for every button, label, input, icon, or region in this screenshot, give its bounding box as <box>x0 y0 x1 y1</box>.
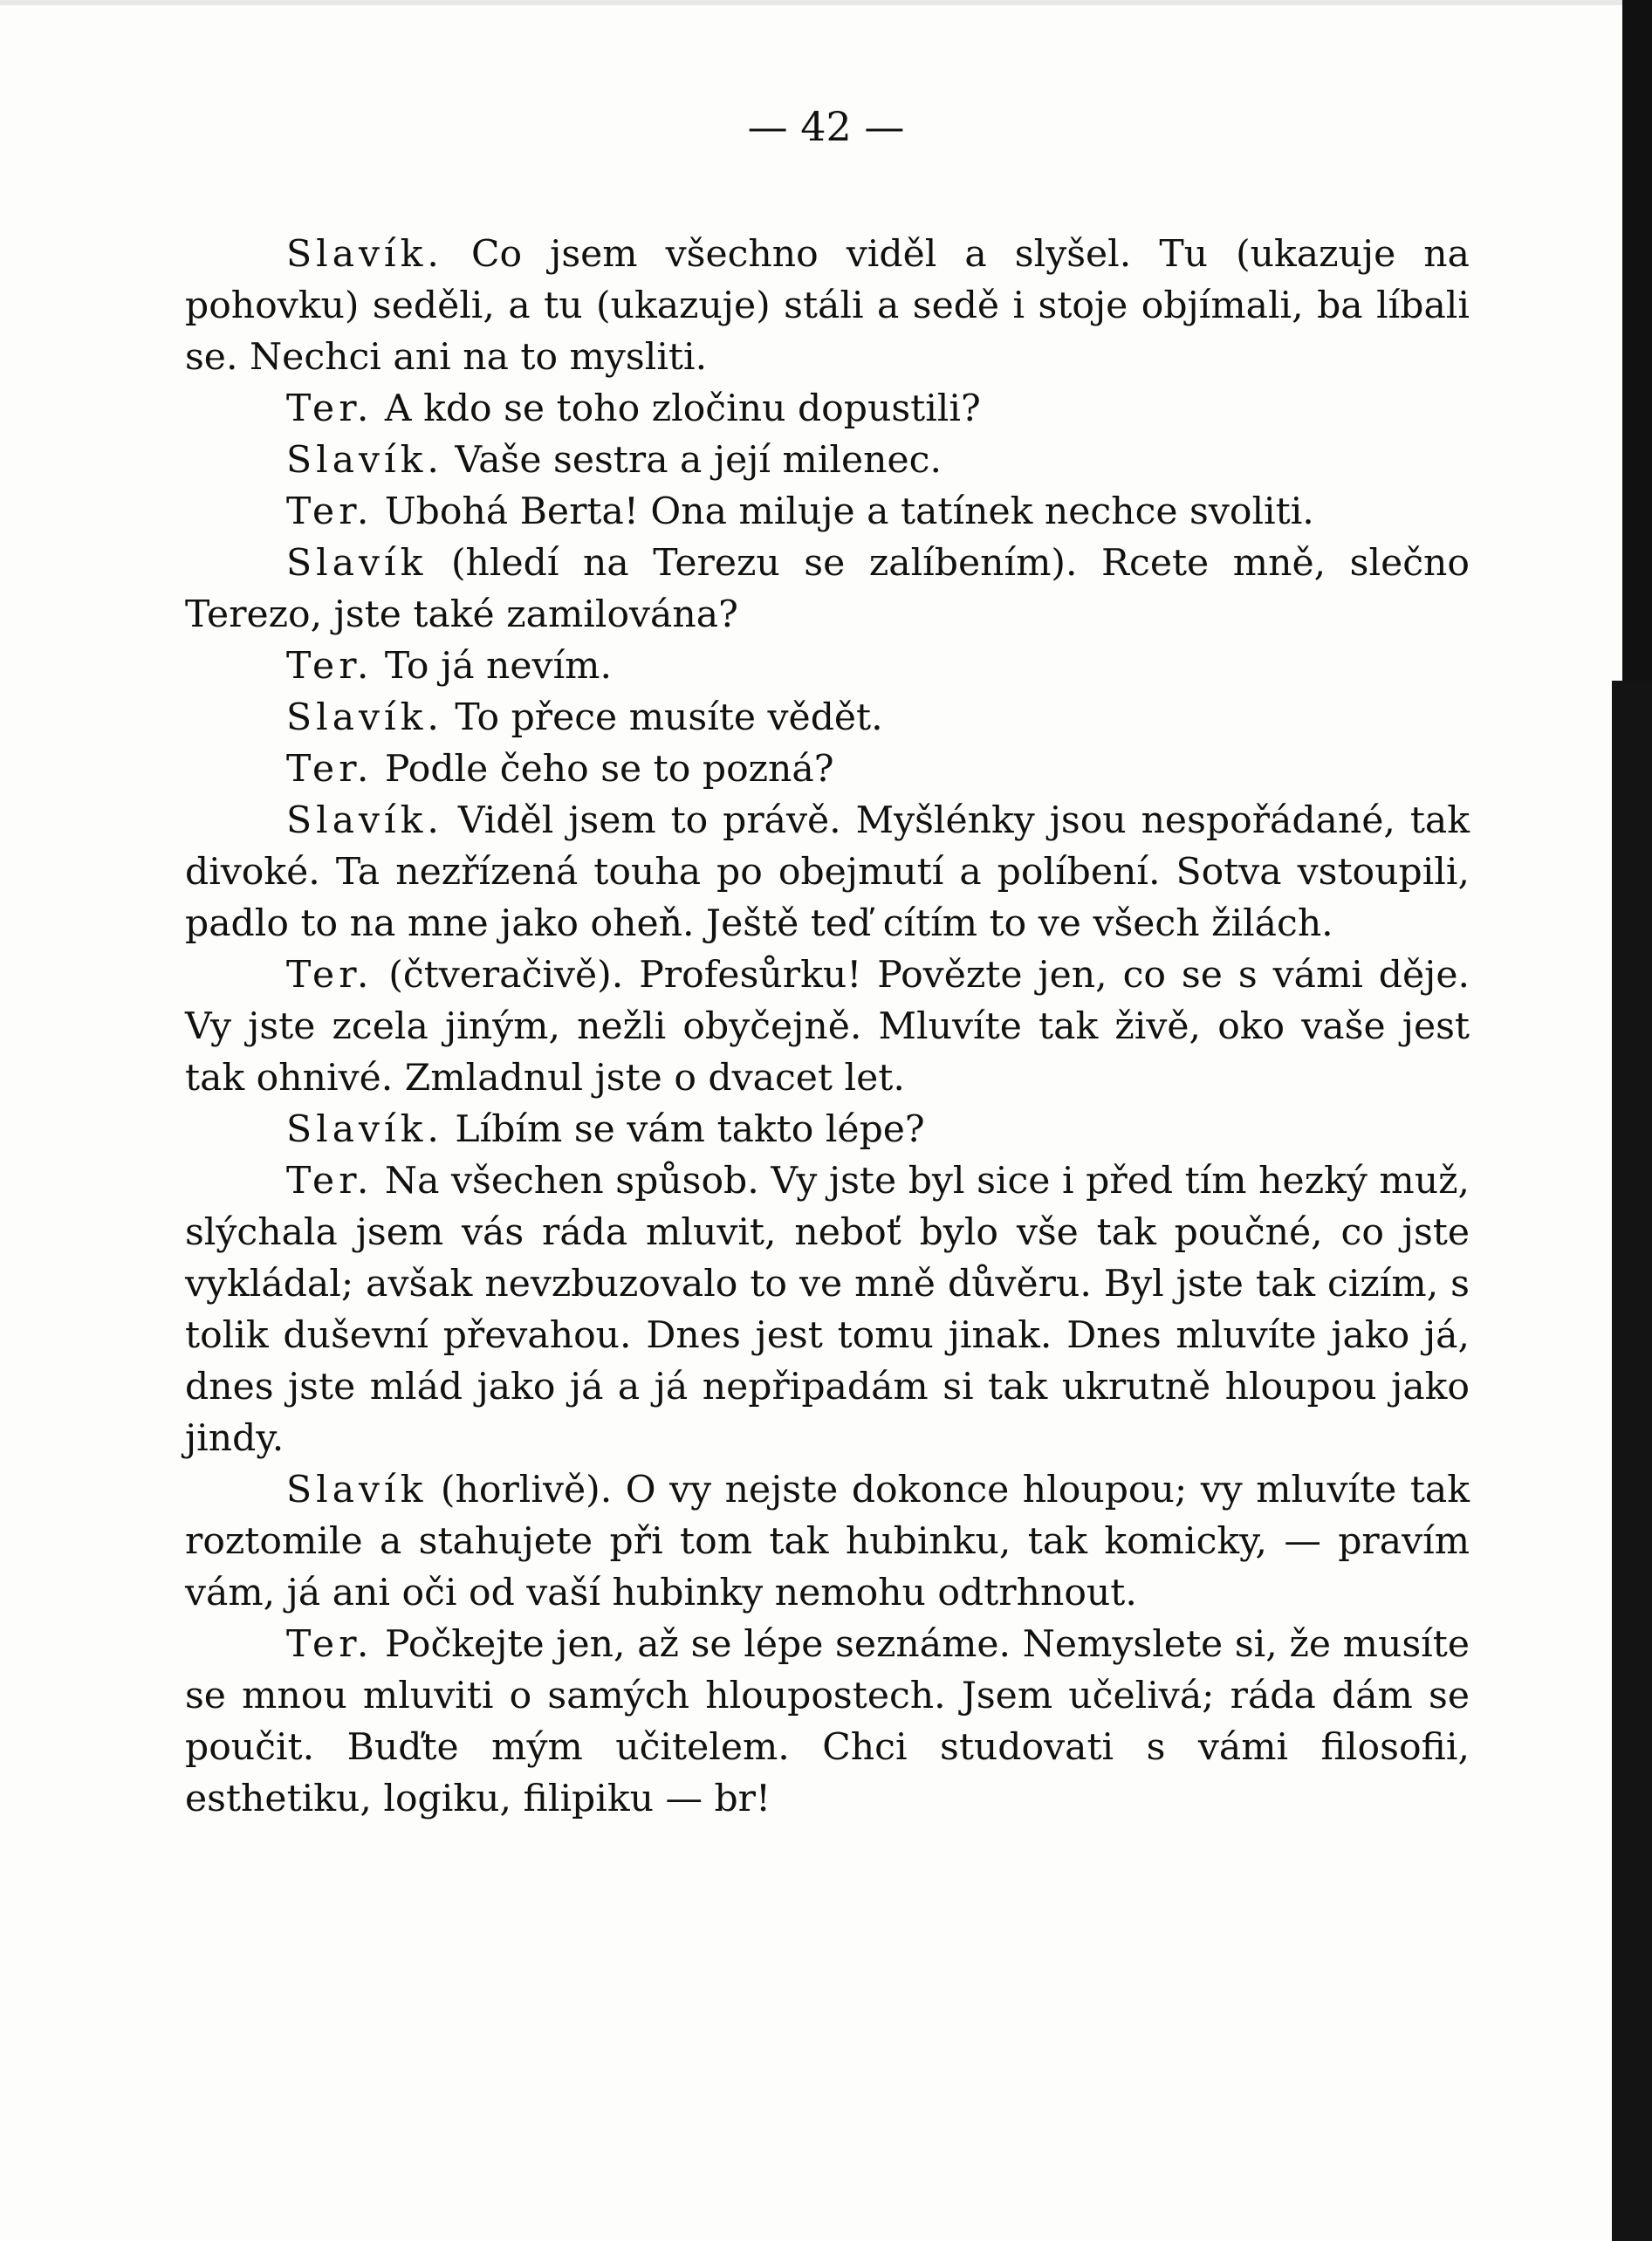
dialogue-paragraph <box>185 949 1470 1104</box>
page-number: — 42 — <box>747 103 905 150</box>
speaker-name: Slavík <box>286 1469 428 1511</box>
dialogue-paragraph <box>185 744 1470 795</box>
speaker-name: Ter. <box>286 748 374 791</box>
speaker-name: Ter. <box>286 1160 374 1203</box>
dialogue-text: (horlivě). O vy nejste dokonce hloupou; vy mluvíte tak roztomile a stahujete při tom tak hubinku, tak komicky, — pravím vám, já ani oči od vaší hubinky nemohu odtrhnout. <box>185 1469 1470 1614</box>
dialogue-paragraph <box>185 795 1470 949</box>
speaker-name: Slavík. <box>286 696 443 739</box>
scan-top-edge <box>0 0 1652 5</box>
scan-right-edge-lower <box>1612 681 1652 2241</box>
dialogue-text: Viděl jsem to právě. Myšlénky jsou nespořádané, tak divoké. Ta nezřízená touha po obejmutí a políbení. Sotva vstoupili, padlo to na mne jako oheň. Ještě teď cítím to ve všech žilách. <box>185 799 1470 945</box>
dialogue-text: Líbím se vám takto lépe? <box>442 1108 925 1151</box>
speaker-name: Ter. <box>286 954 374 997</box>
speaker-name: Ter. <box>286 387 374 430</box>
dialogue-text: Ubohá Berta! Ona miluje a tatínek nechce svoliti. <box>373 490 1314 533</box>
speaker-name: Slavík <box>286 542 428 585</box>
dialogue-text: Počkejte jen, až se lépe seznáme. Nemyslete si, že musíte se mnou mluviti o samých hloupostech. Jsem učelivá; ráda dám se poučit. Buďte mým učitelem. Chci studovati s vámi filosofii, esthetiku, logiku, filipiku — br! <box>185 1623 1470 1820</box>
dialogue-paragraph <box>185 692 1470 744</box>
dialogue-paragraph <box>185 538 1470 641</box>
dialogue-paragraph <box>185 1155 1470 1464</box>
speaker-name: Ter. <box>286 1623 374 1666</box>
dialogue-text: Podle čeho se to pozná? <box>373 748 834 791</box>
dialogue-text: To přece musíte vědět. <box>442 696 883 739</box>
dialogue-text: Co jsem všechno viděl a slyšel. Tu (ukazuje na pohovku) seděli, a tu (ukazuje) stáli a sedě i stoje objímali, ba líbali se. Nechci ani na to mysliti. <box>185 233 1470 379</box>
dialogue-text: (hledí na Terezu se zalíbením). Rcete mně, slečno Terezo, jste také zamilována? <box>185 542 1470 636</box>
dialogue-paragraph <box>185 435 1470 486</box>
dialogue-paragraph <box>185 229 1470 383</box>
speaker-name: Slavík. <box>286 799 443 842</box>
dialogue-paragraph <box>185 1104 1470 1155</box>
page-text <box>185 229 1470 1825</box>
dialogue-paragraph <box>185 486 1470 538</box>
dialogue-text: Vaše sestra a její milenec. <box>442 439 942 482</box>
dialogue-text: Na všechen spůsob. Vy jste byl sice i před tím hezký muž, slýchala jsem vás ráda mluvit, neboť bylo vše tak poučné, co jste vykládal; avšak nevzbuzovalo to ve mně důvěru. Byl jste tak cizím, s tolik duševní převahou. Dnes jest tomu jinak. Dnes mluvíte jako já, dnes jste mlád jako já a já nepřipadám si tak ukrutně hloupou jako jindy. <box>185 1160 1470 1460</box>
dialogue-paragraph <box>185 383 1470 435</box>
dialogue-paragraph <box>185 1464 1470 1619</box>
speaker-name: Slavík. <box>286 1108 443 1151</box>
speaker-name: Slavík. <box>286 439 443 482</box>
speaker-name: Slavík. <box>286 233 443 276</box>
dialogue-paragraph <box>185 1619 1470 1825</box>
dialogue-paragraph <box>185 641 1470 692</box>
dialogue-text: (čtveračivě). Profesůrku! Povězte jen, co se s vámi děje. Vy jste zcela jiným, nežli obyčejně. Mluvíte tak živě, oko vaše jest tak ohnivé. Zmladnul jste o dvacet let. <box>185 954 1470 1100</box>
dialogue-text: A kdo se toho zločinu dopustili? <box>373 387 981 430</box>
speaker-name: Ter. <box>286 645 374 688</box>
speaker-name: Ter. <box>286 490 374 533</box>
dialogue-text: To já nevím. <box>373 645 612 688</box>
